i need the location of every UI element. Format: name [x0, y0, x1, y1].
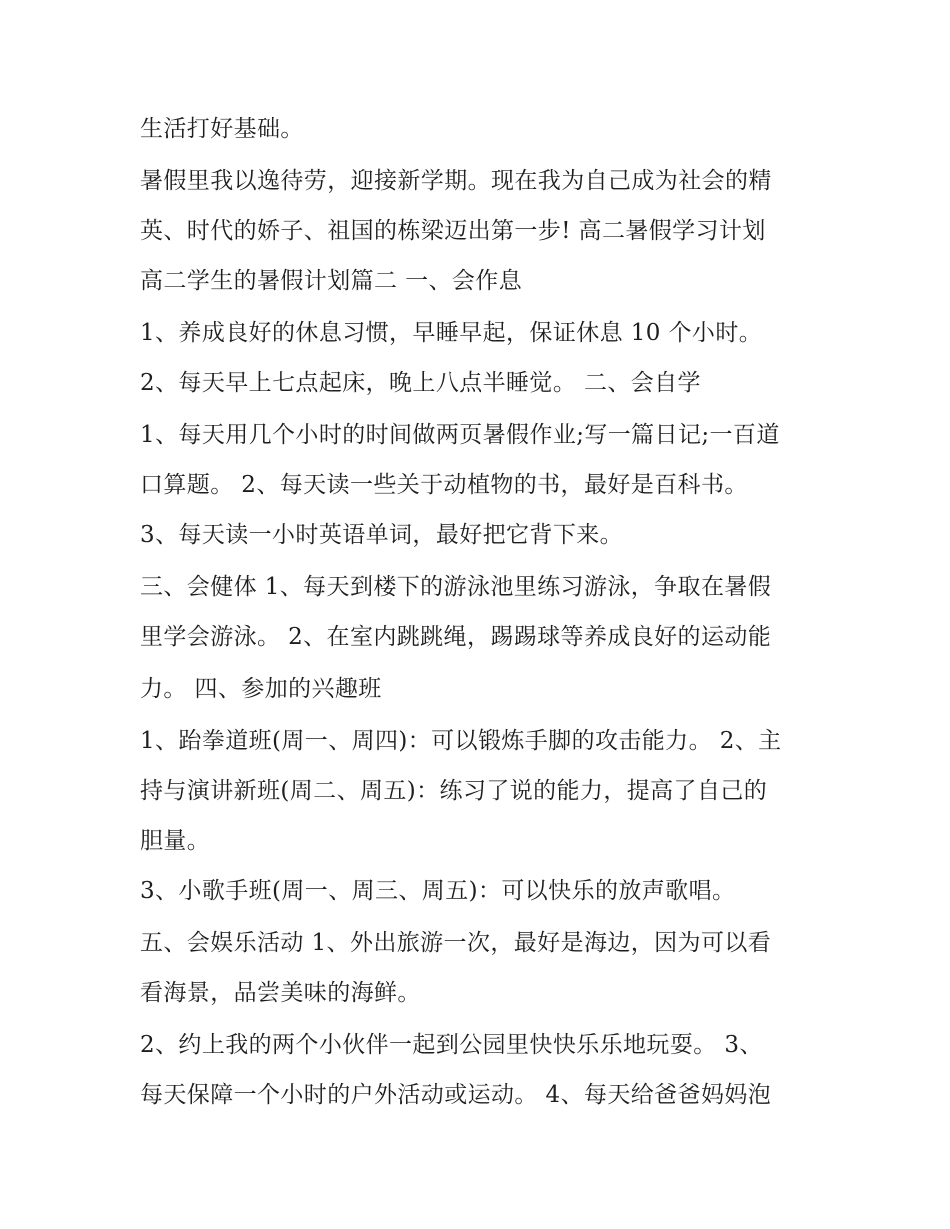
text-line: 暑假里我以逸待劳，迎接新学期。现在我为自己成为社会的精 [140, 168, 772, 194]
text-line: 1、养成良好的休息习惯，早睡早起，保证休息 10 个小时。 [140, 320, 763, 346]
text-line: 高二学生的暑假计划篇二 一、会作息 [140, 268, 523, 294]
text-line: 2、每天早上七点起床，晚上八点半睡觉。 二、会自学 [140, 370, 701, 396]
text-line: 3、每天读一小时英语单词，最好把它背下来。 [140, 522, 624, 548]
text-line: 三、会健体 1、每天到楼下的游泳池里练习游泳，争取在暑假 [140, 574, 772, 600]
text-line: 里学会游泳。 2、在室内跳跳绳，踢踢球等养成良好的运动能 [140, 624, 772, 650]
text-line: 2、约上我的两个小伙伴一起到公园里快快乐乐地玩耍。 3、 [140, 1032, 763, 1058]
text-line: 胆量。 [140, 828, 211, 854]
text-line: 1、跆拳道班(周一、周四)：可以锻炼手脚的攻击能力。 2、主 [140, 728, 782, 754]
text-line: 五、会娱乐活动 1、外出旅游一次，最好是海边，因为可以看 [140, 930, 772, 956]
text-line: 3、小歌手班(周一、周三、周五)：可以快乐的放声歌唱。 [140, 878, 736, 904]
text-line: 生活打好基础。 [140, 116, 304, 142]
text-line: 每天保障一个小时的户外活动或运动。 4、每天给爸爸妈妈泡 [140, 1082, 772, 1108]
text-line: 口算题。 2、每天读一些关于动植物的书，最好是百科书。 [140, 472, 748, 498]
text-line: 1、每天用几个小时的时间做两页暑假作业;写一篇日记;一百道 [140, 422, 780, 448]
text-line: 看海景，品尝美味的海鲜。 [140, 980, 421, 1006]
text-line: 力。 四、参加的兴趣班 [140, 676, 382, 702]
text-line: 英、时代的娇子、祖国的栋梁迈出第一步! 高二暑假学习计划 [140, 218, 766, 244]
text-line: 持与演讲新班(周二、周五)：练习了说的能力，提高了自己的 [140, 778, 768, 804]
